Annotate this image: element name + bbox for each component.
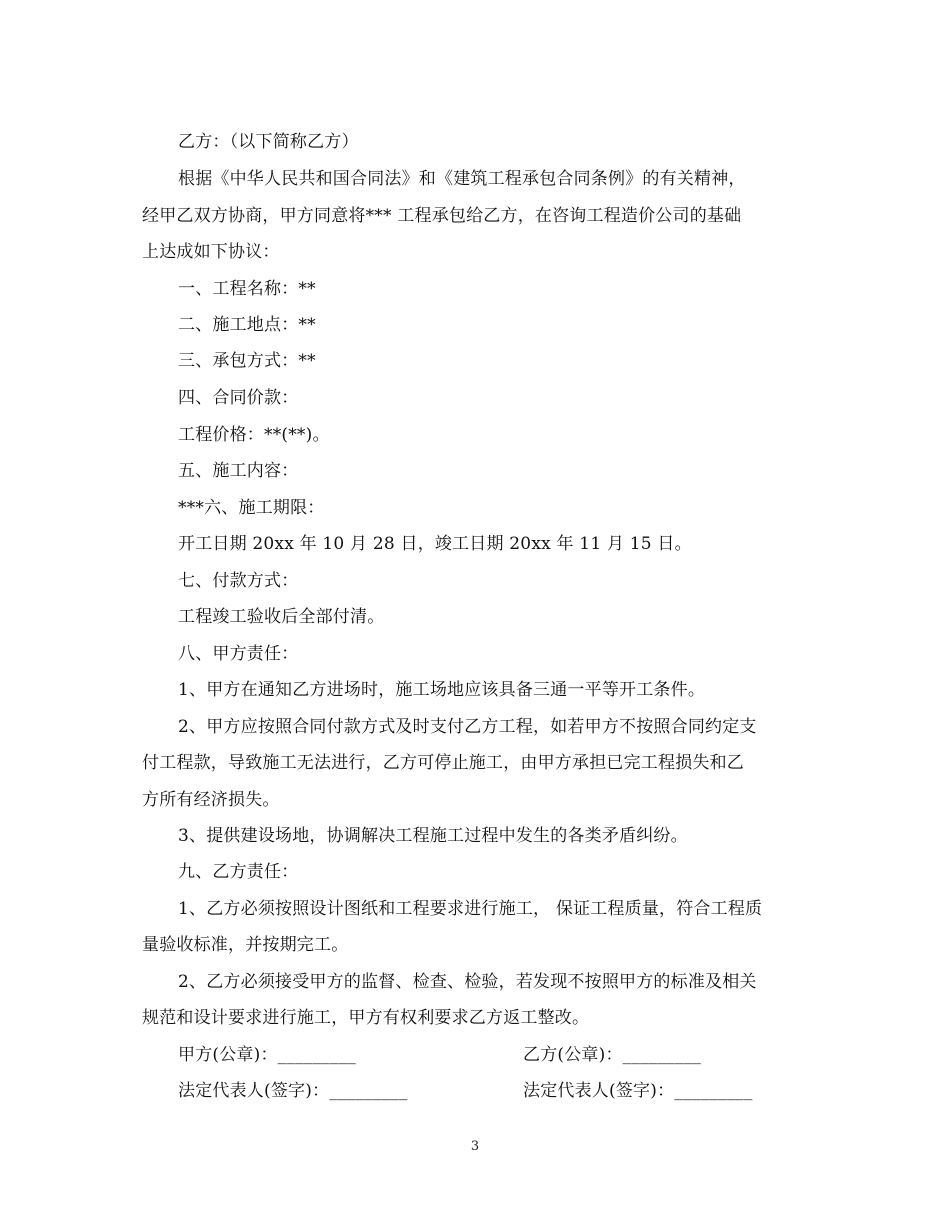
clause-payment-terms: 工程竣工验收后全部付清。 [178,607,385,627]
clause-contract-price-heading: 四、合同价款： [178,388,299,408]
party-b-duty-2-line-1: 2、乙方必须接受甲方的监督、检查、检验，若发现不按照甲方的标准及相关 [178,972,757,992]
party-a-duty-2-line-1: 2、甲方应按照合同付款方式及时支付乙方工程，如若甲方不按照合同约定支 [178,717,757,737]
party-a-duty-2-line-2: 付工程款，导致施工无法进行，乙方可停止施工，由甲方承担已完工程损失和乙 [142,753,744,773]
clause-project-name: 一、工程名称：** [178,279,316,299]
page-number: 3 [470,1139,480,1154]
clause-party-a-duties-heading: 八、甲方责任： [178,644,299,664]
clause-project-price: 工程价格：**(**)。 [178,425,330,445]
preamble-line-3: 上达成如下协议： [142,242,280,262]
party-a-duty-3: 3、提供建设场地，协调解决工程施工过程中发生的各类矛盾纠纷。 [178,826,688,846]
party-a-representative-field: 法定代表人(签字)：_________ [178,1081,408,1101]
clause-period-dates: 开工日期 20xx 年 10 月 28 日，竣工日期 20xx 年 11 月 15 日。 [178,534,692,554]
party-a-seal-field: 甲方(公章)：_________ [178,1045,356,1065]
preamble-line-2: 经甲乙双方协商，甲方同意将*** 工程承包给乙方，在咨询工程造价公司的基础 [142,206,742,226]
preamble-line-1: 根据《中华人民共和国合同法》和《建筑工程承包合同条例》的有关精神， [178,169,746,189]
party-b-duty-1-line-2: 量验收标准，并按期完工。 [142,935,349,955]
party-a-duty-2-line-3: 方所有经济损失。 [142,790,280,810]
clause-party-b-duties-heading: 九、乙方责任： [178,862,299,882]
party-b-intro: 乙方：（以下简称乙方） [178,132,359,152]
clause-payment-heading: 七、付款方式： [178,571,299,591]
party-b-duty-2-line-2: 规范和设计要求进行施工，甲方有权利要求乙方返工整改。 [142,1008,590,1028]
party-b-seal-field: 乙方(公章)：_________ [523,1045,701,1065]
clause-period-heading: ***六、施工期限： [178,498,325,518]
party-b-duty-1-line-1: 1、乙方必须按照设计图纸和工程要求进行施工， 保证工程质量，符合工程质 [178,899,763,919]
clause-contract-mode: 三、承包方式：** [178,351,316,371]
clause-work-content-heading: 五、施工内容： [178,461,299,481]
party-a-duty-1: 1、甲方在通知乙方进场时，施工场地应该具备三通一平等开工条件。 [178,680,706,700]
party-b-representative-field: 法定代表人(签字)：_________ [523,1081,753,1101]
clause-site-location: 二、施工地点：** [178,315,316,335]
